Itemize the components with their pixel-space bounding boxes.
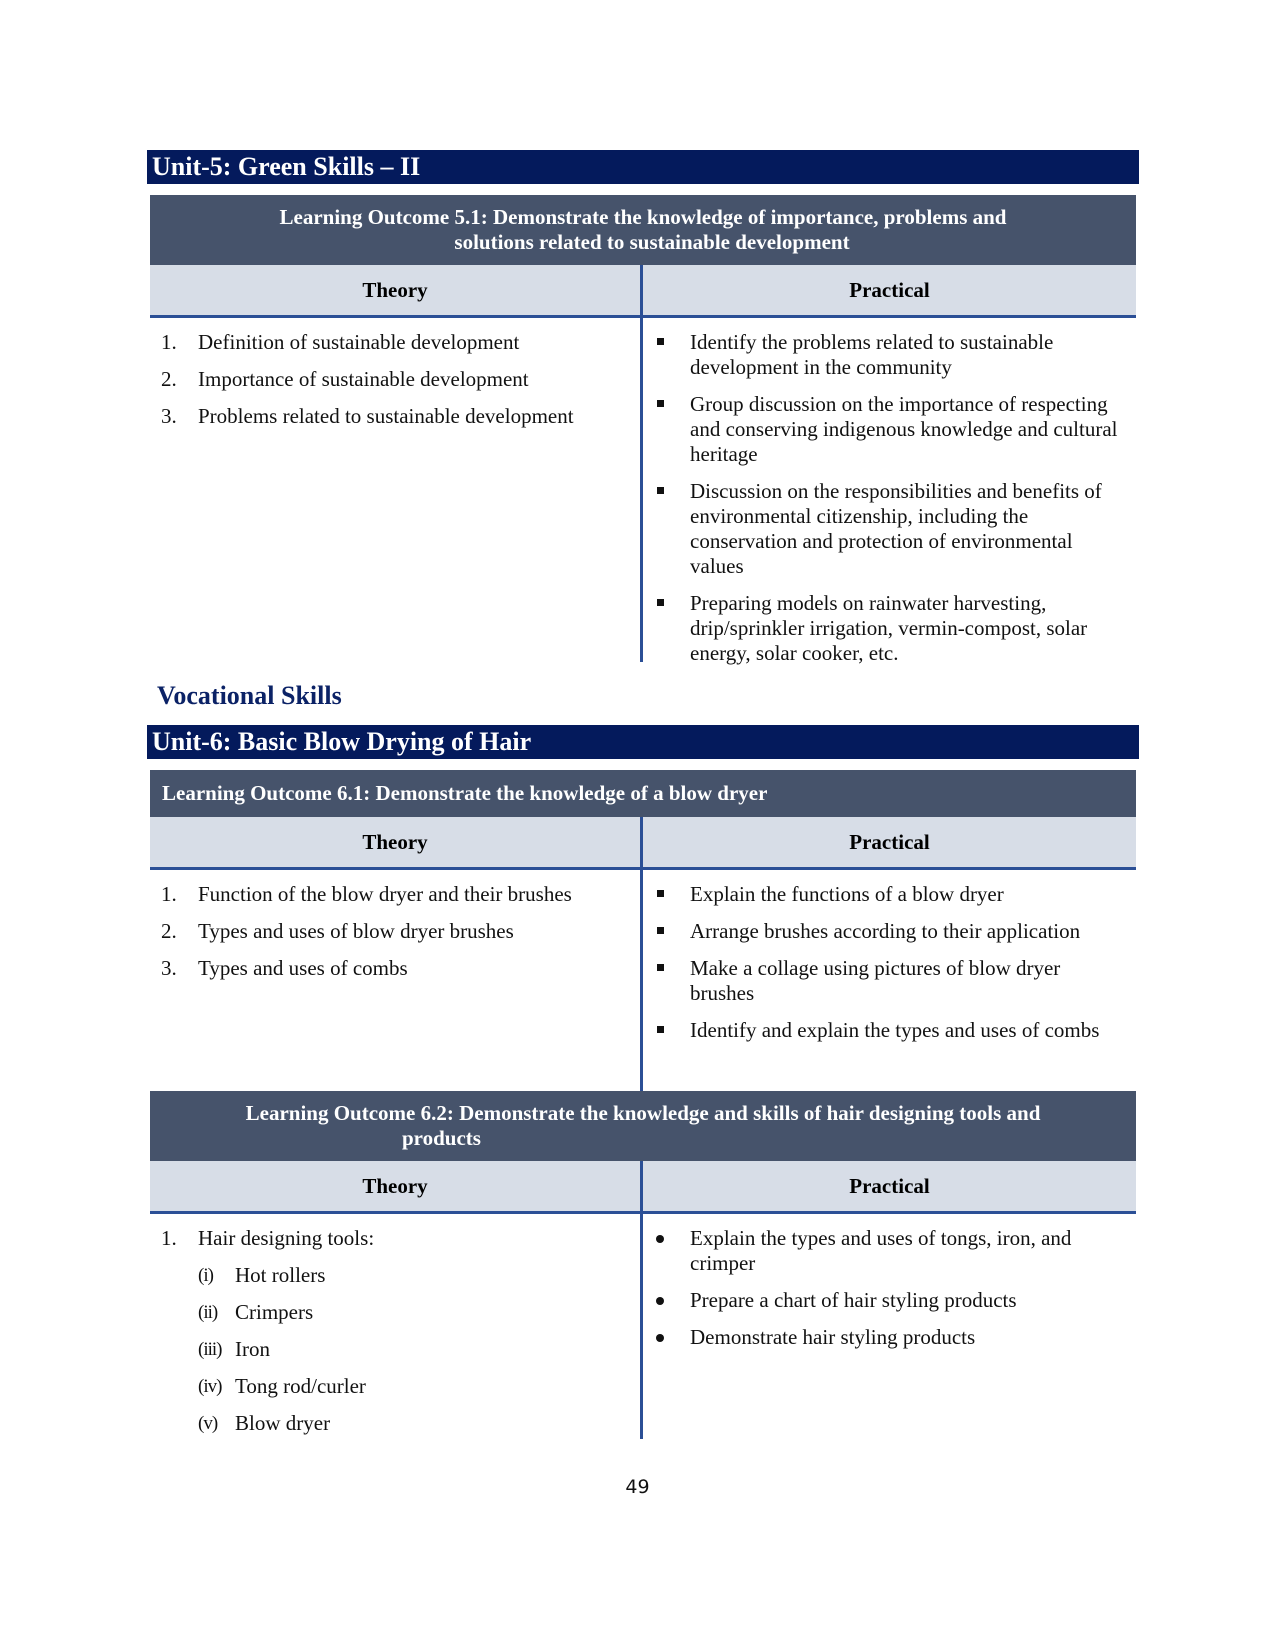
square-bullet-icon [653, 919, 690, 944]
lo-6-2-title-line1: Learning Outcome 6.2: Demonstrate the knowledge and skills of hair designing tools and [245, 1101, 1041, 1125]
item-text: Importance of sustainable development [198, 367, 529, 391]
list-item [653, 479, 1124, 579]
square-bullet-icon [653, 591, 690, 666]
sub-list-item [198, 1411, 630, 1436]
item-number: (ii) [198, 1302, 218, 1323]
unit-5-title: Unit-5: Green Skills – II [147, 150, 1139, 184]
square-bullet-icon [653, 956, 690, 1006]
item-text: Types and uses of combs [198, 956, 408, 980]
item-text: Hair designing tools: [198, 1226, 375, 1250]
item-number: (v) [198, 1413, 218, 1434]
sub-list-item [198, 1300, 630, 1325]
lo-5-1-table [150, 195, 1136, 665]
list-item [161, 404, 630, 429]
lo-6-2-column-headers [150, 1161, 1136, 1214]
list-item [653, 1325, 1124, 1350]
list-item [161, 956, 630, 981]
unit-6-title: Unit-6: Basic Blow Drying of Hair [147, 725, 1139, 759]
lo-5-1-header [150, 195, 1136, 265]
round-bullet-icon [653, 1226, 690, 1276]
list-item [653, 1018, 1124, 1043]
item-text: Function of the blow dryer and their brushes [198, 882, 572, 906]
list-item [653, 1288, 1124, 1313]
item-number: (iv) [198, 1376, 222, 1397]
lo-6-1-title: Learning Outcome 6.1: Demonstrate the knowledge of a blow dryer [162, 781, 768, 805]
lo-6-1-column-headers [150, 817, 1136, 870]
item-number: 2. [161, 919, 177, 943]
round-bullet-icon [653, 1325, 690, 1350]
item-number: 3. [161, 956, 177, 980]
lo-6-1-table [150, 770, 1136, 1091]
theory-cell [150, 1214, 643, 1439]
item-number: 1. [161, 330, 177, 354]
square-bullet-icon [653, 392, 690, 467]
theory-header: Theory [150, 817, 643, 867]
item-text: Group discussion on the importance of respecting and conserving indigenous knowledge and cultural heritage [690, 392, 1118, 466]
lo-6-2-title-line2: products [402, 1126, 481, 1150]
practical-cell [643, 318, 1136, 665]
lo-5-1-body [150, 318, 1136, 665]
list-item [653, 882, 1124, 907]
lo-6-1-header [150, 770, 1136, 817]
list-item [161, 1226, 630, 1251]
item-text: Tong rod/curler [235, 1374, 366, 1398]
list-item [161, 330, 630, 355]
item-text: Make a collage using pictures of blow dryer brushes [690, 956, 1061, 1005]
list-item [653, 1226, 1124, 1276]
item-text: Definition of sustainable development [198, 330, 520, 354]
lo-5-1-title-line2: solutions related to sustainable development [454, 230, 850, 254]
square-bullet-icon [653, 882, 690, 907]
square-bullet-icon [653, 1018, 690, 1043]
list-item [653, 919, 1124, 944]
item-text: Blow dryer [235, 1411, 331, 1435]
square-bullet-icon [653, 479, 690, 579]
theory-header: Theory [150, 1161, 643, 1211]
practical-header: Practical [849, 278, 930, 302]
item-text: Identify and explain the types and uses of combs [690, 1018, 1100, 1042]
item-text: Problems related to sustainable development [198, 404, 574, 428]
sub-list-item [198, 1337, 630, 1362]
list-item [653, 591, 1124, 666]
page-number: 49 [625, 1476, 650, 1498]
item-number: 2. [161, 367, 177, 391]
list-item [653, 330, 1124, 380]
item-number: 3. [161, 404, 177, 428]
practical-cell [643, 1214, 1136, 1439]
document-page [147, 150, 1139, 1439]
item-text: Crimpers [235, 1300, 314, 1324]
item-number: 1. [161, 1226, 177, 1250]
theory-cell [150, 318, 643, 662]
practical-cell [643, 870, 1136, 1091]
list-item [161, 367, 630, 392]
item-text: Demonstrate hair styling products [690, 1325, 976, 1349]
item-text: Preparing models on rainwater harvesting, drip/sprinkler irrigation, vermin-compost, solar energy, solar cooker, etc. [690, 591, 1088, 665]
item-text: Explain the functions of a blow dryer [690, 882, 1004, 906]
lo-6-2-body [150, 1214, 1136, 1439]
item-text: Hot rollers [235, 1263, 326, 1287]
list-item [161, 882, 630, 907]
item-text: Explain the types and uses of tongs, iron, and crimper [690, 1226, 1072, 1275]
lo-5-1-column-headers [150, 265, 1136, 318]
item-text: Types and uses of blow dryer brushes [198, 919, 514, 943]
practical-header: Practical [849, 830, 930, 854]
sub-list-item [198, 1263, 630, 1288]
list-item [653, 956, 1124, 1006]
theory-cell [150, 870, 643, 1091]
item-text: Iron [235, 1337, 270, 1361]
lo-6-1-body [150, 870, 1136, 1091]
item-number: 1. [161, 882, 177, 906]
lo-5-1-title-line1: Learning Outcome 5.1: Demonstrate the knowledge of importance, problems and [279, 205, 1007, 229]
practical-header: Practical [849, 1174, 930, 1198]
item-number: (iii) [198, 1339, 222, 1360]
item-text: Identify the problems related to sustainable development in the community [690, 330, 1054, 379]
sub-list-item [198, 1374, 630, 1399]
list-item [653, 392, 1124, 467]
square-bullet-icon [653, 330, 690, 380]
lo-6-2-table [150, 1091, 1136, 1439]
item-text: Discussion on the responsibilities and benefits of environmental citizenship, including the conservation and protection of environmental values [690, 479, 1102, 578]
item-text: Prepare a chart of hair styling products [690, 1288, 1017, 1312]
round-bullet-icon [653, 1288, 690, 1313]
theory-header: Theory [150, 265, 643, 315]
lo-6-2-header [150, 1091, 1136, 1161]
item-text: Arrange brushes according to their application [690, 919, 1081, 943]
item-number: (i) [198, 1265, 213, 1286]
list-item [161, 919, 630, 944]
section-heading: Vocational Skills [157, 681, 342, 710]
